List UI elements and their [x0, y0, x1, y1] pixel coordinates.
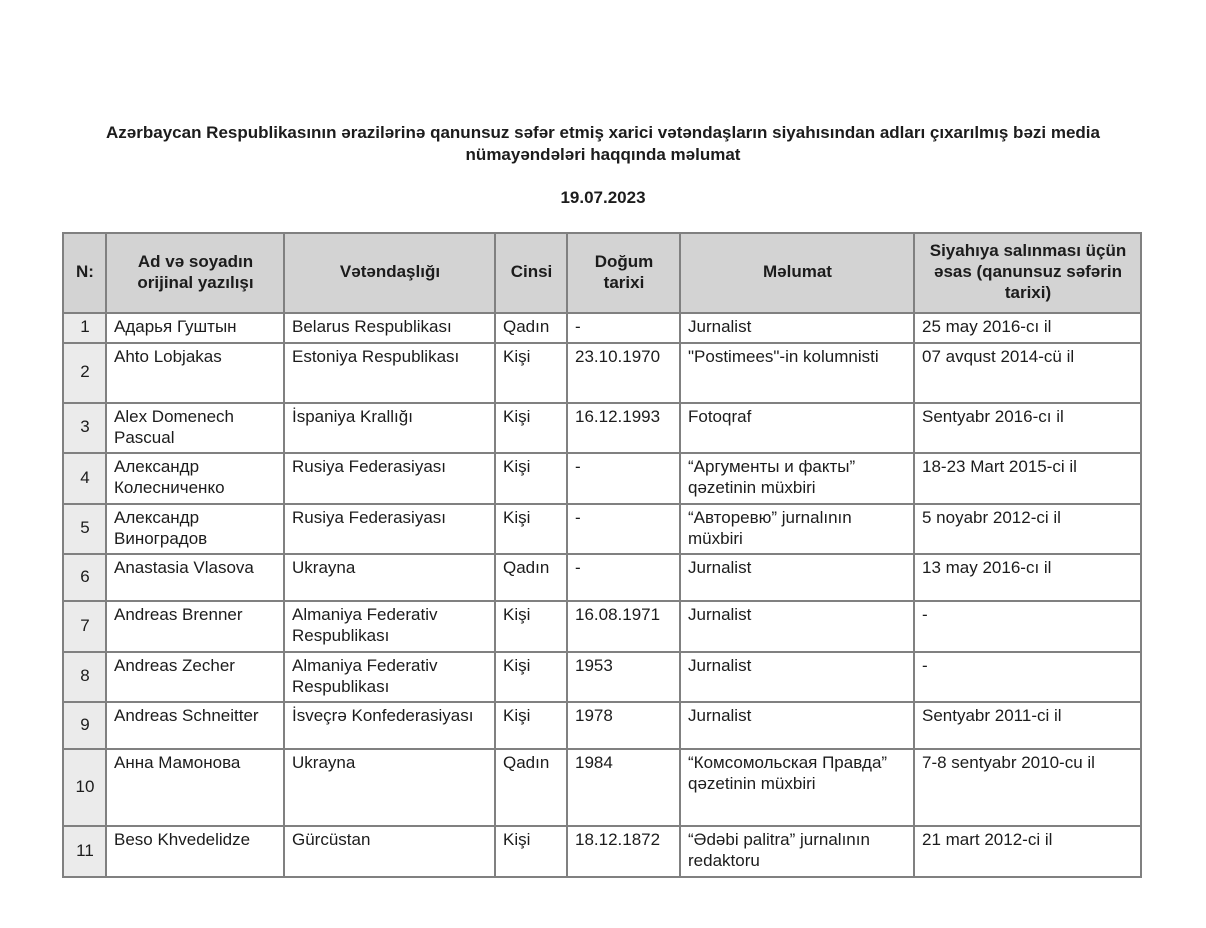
cell-gender: Qadın: [495, 313, 567, 343]
header-info: Məlumat: [680, 233, 914, 313]
header-listing-basis: Siyahıya salınması üçün əsas (qanunsuz səfərin tarixi): [914, 233, 1141, 313]
cell-gender: Qadın: [495, 749, 567, 826]
table-row: [63, 652, 1141, 702]
table-row: [63, 313, 1141, 343]
table-row: [63, 453, 1141, 503]
header-number: N:: [63, 233, 106, 313]
cell-info: “Комсомольская Правда” qəzetinin müxbiri: [680, 749, 914, 826]
cell-gender: Kişi: [495, 601, 567, 651]
cell-listing-basis: 21 mart 2012-ci il: [914, 826, 1141, 876]
cell-info: Jurnalist: [680, 702, 914, 749]
cell-citizenship: Ukrayna: [284, 554, 495, 601]
cell-listing-basis: 18-23 Mart 2015-ci il: [914, 453, 1141, 503]
cell-info: Jurnalist: [680, 554, 914, 601]
cell-birth-date: -: [567, 504, 680, 554]
cell-birth-date: 1978: [567, 702, 680, 749]
table-row: [63, 702, 1141, 749]
document-date: 19.07.2023: [560, 188, 646, 207]
cell-citizenship: Rusiya Federasiyası: [284, 504, 495, 554]
table-body: [63, 313, 1141, 877]
cell-number: 7: [63, 601, 106, 651]
cell-listing-basis: -: [914, 652, 1141, 702]
table-row: [63, 343, 1141, 403]
cell-citizenship: Almaniya Federativ Respublikası: [284, 601, 495, 651]
cell-number: 11: [63, 826, 106, 876]
cell-name: Beso Khvedelidze: [106, 826, 284, 876]
cell-listing-basis: Sentyabr 2016-cı il: [914, 403, 1141, 453]
cell-gender: Kişi: [495, 453, 567, 503]
table-row: [63, 601, 1141, 651]
cell-info: “Авторевю” jurnalının müxbiri: [680, 504, 914, 554]
cell-gender: Kişi: [495, 343, 567, 403]
cell-name: Anastasia Vlasova: [106, 554, 284, 601]
cell-gender: Kişi: [495, 504, 567, 554]
cell-name: Alex Domenech Pascual: [106, 403, 284, 453]
cell-birth-date: -: [567, 313, 680, 343]
cell-listing-basis: 13 may 2016-cı il: [914, 554, 1141, 601]
header-gender: Cinsi: [495, 233, 567, 313]
cell-gender: Kişi: [495, 403, 567, 453]
table-row: [63, 554, 1141, 601]
cell-citizenship: Ukrayna: [284, 749, 495, 826]
header-name: Ad və soyadın orijinal yazılışı: [106, 233, 284, 313]
cell-citizenship: Almaniya Federativ Respublikası: [284, 652, 495, 702]
cell-name: Адарья Гуштын: [106, 313, 284, 343]
cell-number: 2: [63, 343, 106, 403]
cell-birth-date: 16.08.1971: [567, 601, 680, 651]
cell-citizenship: İspaniya Krallığı: [284, 403, 495, 453]
cell-citizenship: İsveçrə Konfederasiyası: [284, 702, 495, 749]
table-header: [63, 233, 1141, 313]
cell-listing-basis: 5 noyabr 2012-ci il: [914, 504, 1141, 554]
cell-name: Andreas Zecher: [106, 652, 284, 702]
cell-listing-basis: 25 may 2016-cı il: [914, 313, 1141, 343]
cell-gender: Kişi: [495, 702, 567, 749]
cell-name: Ahto Lobjakas: [106, 343, 284, 403]
cell-gender: Kişi: [495, 826, 567, 876]
cell-listing-basis: 7-8 sentyabr 2010-cu il: [914, 749, 1141, 826]
cell-citizenship: Belarus Respublikası: [284, 313, 495, 343]
cell-birth-date: 1984: [567, 749, 680, 826]
cell-citizenship: Estoniya Respublikası: [284, 343, 495, 403]
cell-birth-date: 18.12.1872: [567, 826, 680, 876]
cell-number: 8: [63, 652, 106, 702]
table-row: [63, 826, 1141, 876]
cell-info: "Postimees"-in kolumnisti: [680, 343, 914, 403]
cell-gender: Qadın: [495, 554, 567, 601]
cell-gender: Kişi: [495, 652, 567, 702]
cell-birth-date: 23.10.1970: [567, 343, 680, 403]
cell-birth-date: -: [567, 554, 680, 601]
cell-listing-basis: 07 avqust 2014-cü il: [914, 343, 1141, 403]
cell-info: “Аргументы и факты” qəzetinin müxbiri: [680, 453, 914, 503]
cell-number: 6: [63, 554, 106, 601]
cell-number: 10: [63, 749, 106, 826]
table-row: [63, 749, 1141, 826]
cell-info: Fotoqraf: [680, 403, 914, 453]
cell-number: 4: [63, 453, 106, 503]
cell-number: 9: [63, 702, 106, 749]
table-row: [63, 403, 1141, 453]
cell-citizenship: Rusiya Federasiyası: [284, 453, 495, 503]
cell-name: Александр Виноградов: [106, 504, 284, 554]
document-title: Azərbaycan Respublikasının ərazilərinə qanunsuz səfər etmiş xarici vətəndaşların siyahısından adları çıxarılmış bəzi media nümayəndələri haqqında məlumat: [106, 123, 1100, 165]
header-citizenship: Vətəndaşlığı: [284, 233, 495, 313]
cell-name: Анна Мамонова: [106, 749, 284, 826]
cell-number: 1: [63, 313, 106, 343]
cell-name: Andreas Brenner: [106, 601, 284, 651]
header-birth-date: Doğum tarixi: [567, 233, 680, 313]
cell-listing-basis: Sentyabr 2011-ci il: [914, 702, 1141, 749]
cell-birth-date: 16.12.1993: [567, 403, 680, 453]
cell-listing-basis: -: [914, 601, 1141, 651]
cell-info: “Ədəbi palitra” jurnalının redaktoru: [680, 826, 914, 876]
cell-number: 3: [63, 403, 106, 453]
cell-info: Jurnalist: [680, 601, 914, 651]
media-representatives-table: [62, 232, 1142, 878]
cell-name: Александр Колесниченко: [106, 453, 284, 503]
cell-birth-date: -: [567, 453, 680, 503]
header-row: [63, 233, 1141, 313]
cell-info: Jurnalist: [680, 313, 914, 343]
cell-citizenship: Gürcüstan: [284, 826, 495, 876]
cell-number: 5: [63, 504, 106, 554]
cell-birth-date: 1953: [567, 652, 680, 702]
table-row: [63, 504, 1141, 554]
cell-info: Jurnalist: [680, 652, 914, 702]
cell-name: Andreas Schneitter: [106, 702, 284, 749]
